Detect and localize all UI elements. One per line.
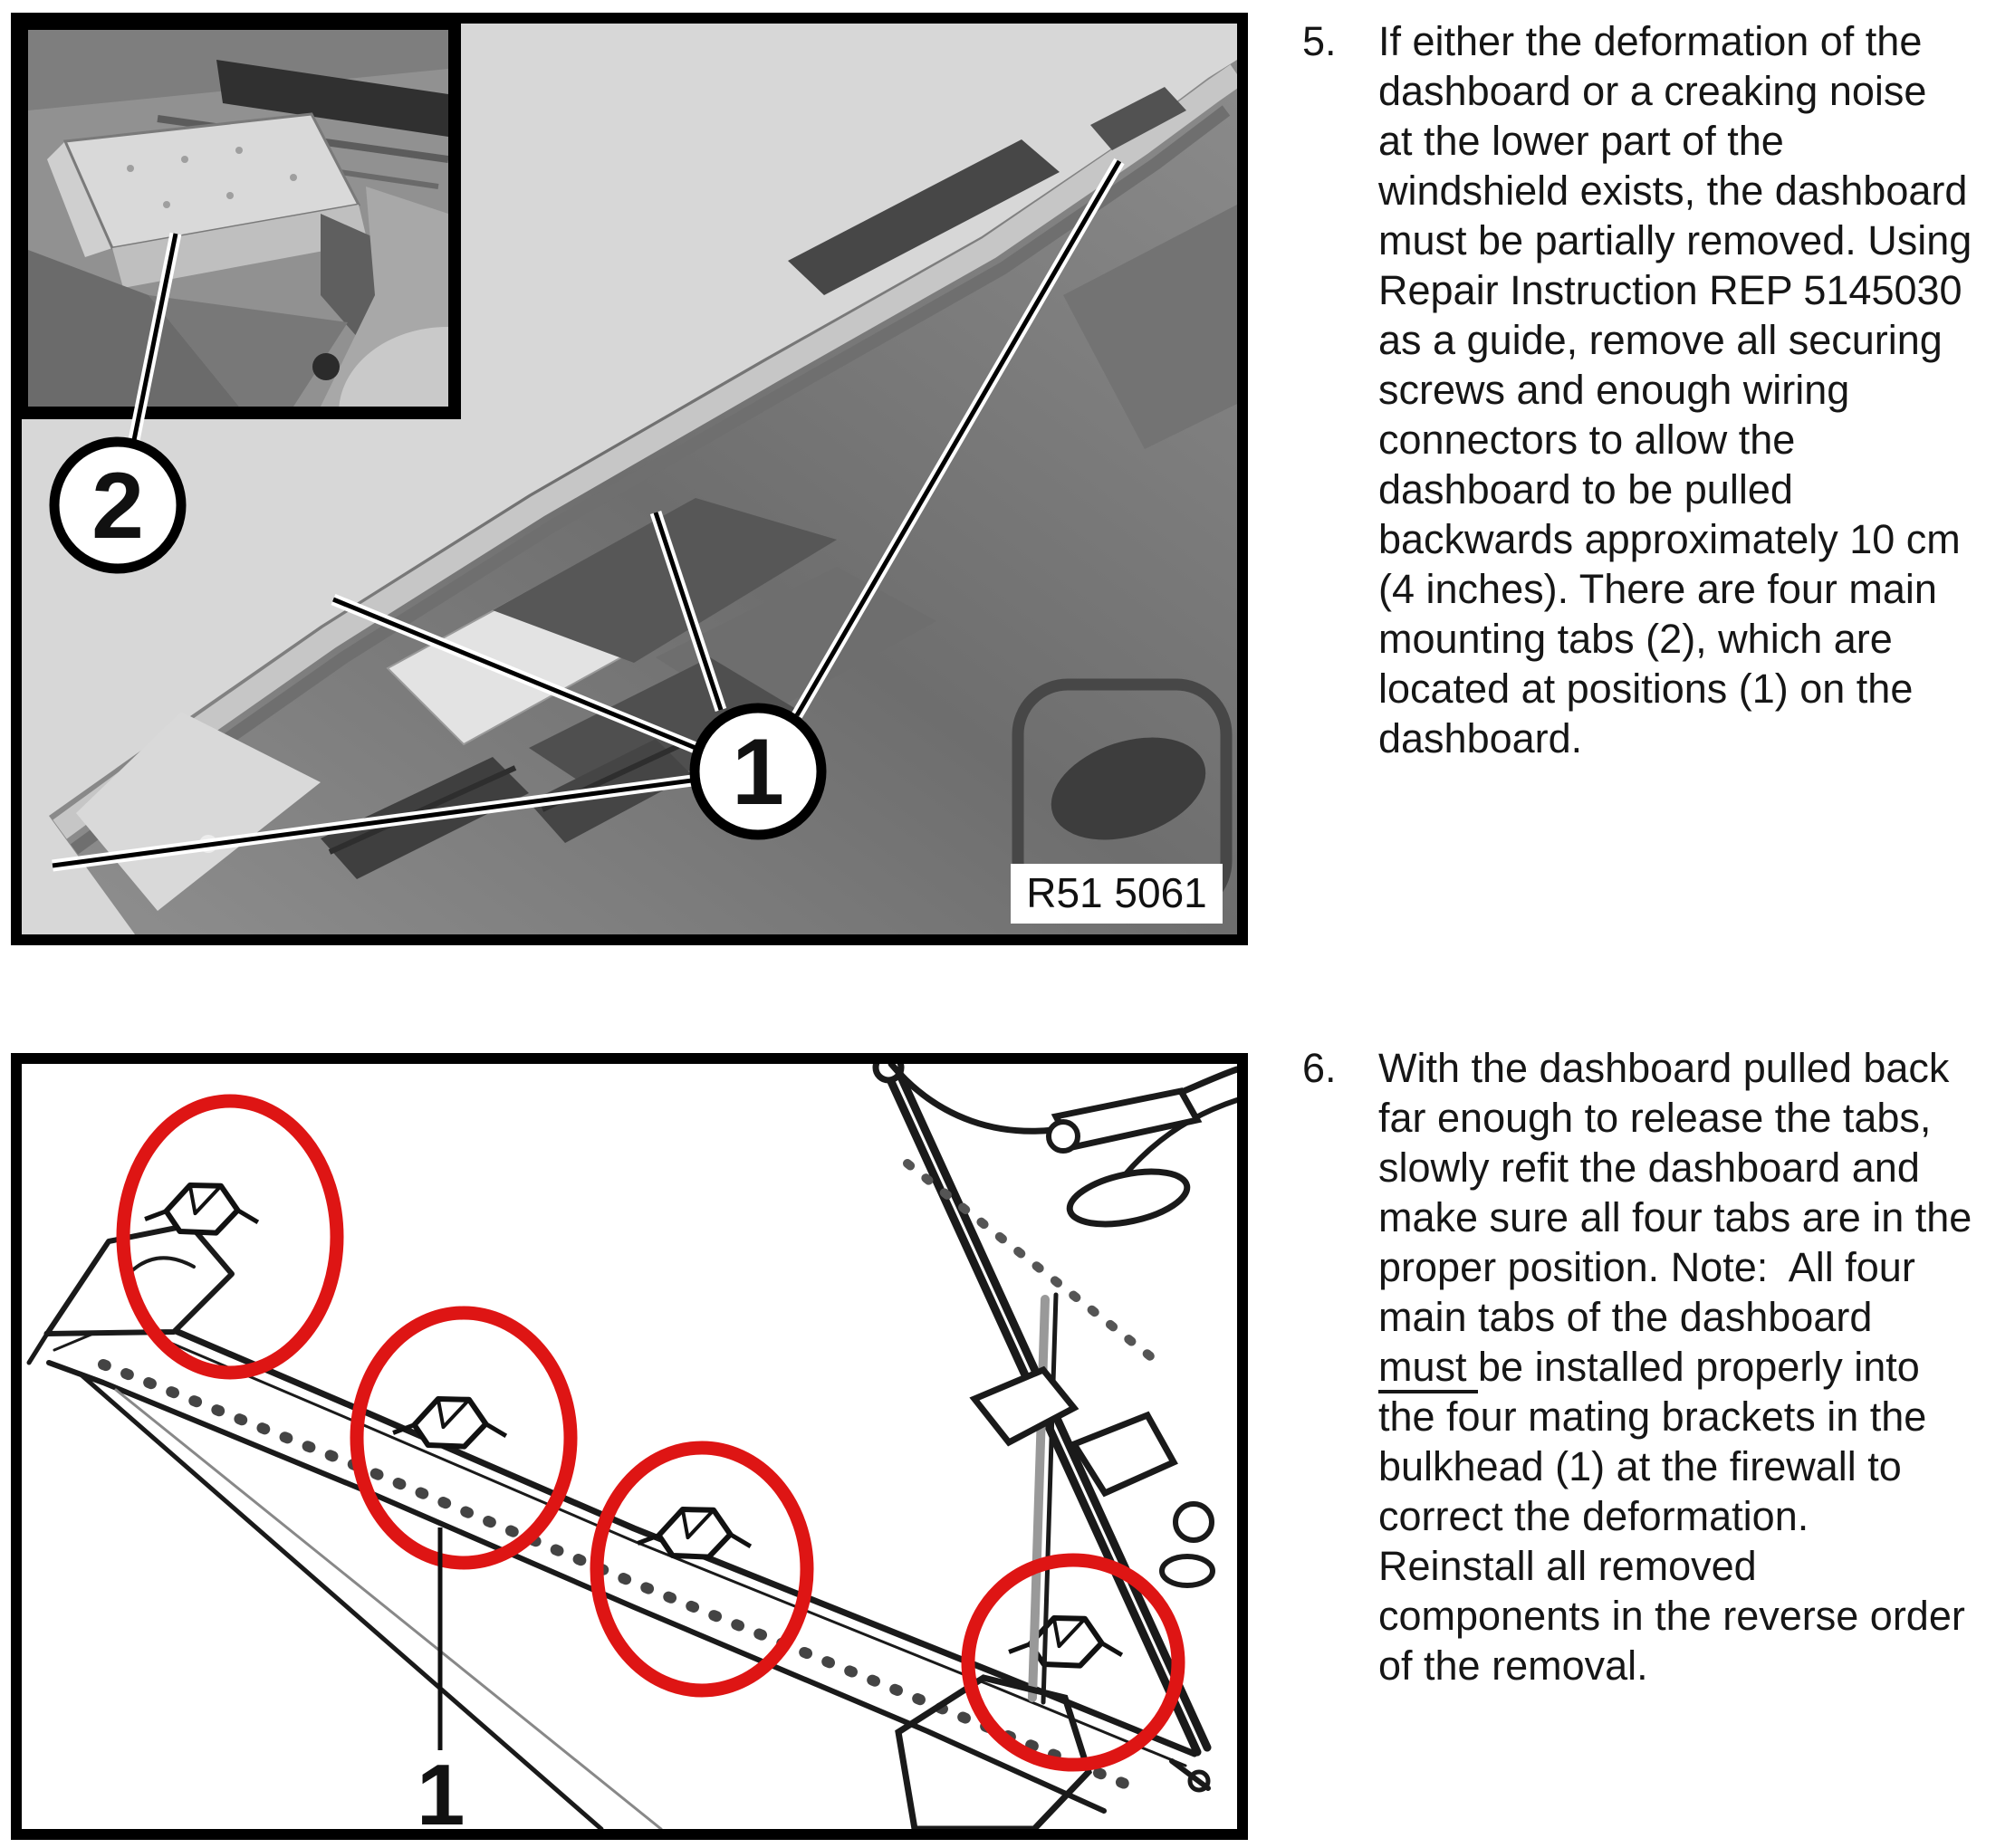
step-text-line: located at positions (1) on the [1378,665,1914,712]
step-text-line: dashboard or a creaking noise [1378,68,1927,114]
bulkhead-beam [29,1225,1195,1829]
step-text-line: must be installed properly into [1378,1342,2009,1392]
step-5-text [1378,16,2009,763]
photo-ref-text: R51 5061 [1026,869,1207,916]
step-text-line: connectors to allow the [1378,417,1796,463]
bulkhead-callout [417,1527,465,1829]
step-text-line: proper position. Note: All four [1378,1244,1915,1290]
step-text-line: far enough to release the tabs, [1378,1095,1932,1141]
step-text-line: With the dashboard pulled back [1378,1045,1950,1091]
step-text-line: Repair Instruction REP 5145030 [1378,267,1962,313]
step-text-line: bulkhead (1) at the firewall to [1378,1443,1902,1489]
step-text-line: main tabs of the dashboard [1378,1294,1873,1340]
screw-hole-dot [312,353,340,380]
step-text-line: the four mating brackets in the [1378,1393,1927,1440]
step-6-text [1378,1043,2009,1690]
step-text-line: of the removal. [1378,1642,1648,1689]
step-6-number: 6. [1302,1045,1337,1091]
step-text-line: dashboard. [1378,715,1583,761]
callout-1-number: 1 [732,720,784,825]
inset-tab-photo [22,24,556,499]
step-text-line: mounting tabs (2), which are [1378,616,1893,662]
step-text-line: correct the deformation. [1378,1493,1809,1539]
bulkhead-illustration [22,1064,1237,1829]
dashboard-photo-illustration [22,24,1237,934]
callout-1-badge [695,708,821,835]
figure-dashboard-photo [11,13,1248,945]
step-text-line: slowly refit the dashboard and [1378,1144,1920,1191]
figure-bulkhead-drawing [11,1053,1248,1840]
photo-ref-label [1011,864,1223,924]
step-text-line: must be partially removed. Using [1378,217,1972,263]
step-text-line: Reinstall all removed [1378,1543,1757,1589]
step-text-line: components in the reverse order [1378,1593,1965,1639]
step-text-line: at the lower part of the [1378,118,1784,164]
step-text-line: screws and enough wiring [1378,367,1850,413]
step-5 [1302,16,2009,763]
step-text-line: as a guide, remove all securing [1378,317,1943,363]
step-6 [1302,1043,2009,1690]
step-5-number: 5. [1302,18,1337,64]
step-text-line: backwards approximately 10 cm [1378,516,1961,562]
step-text-line: make sure all four tabs are in the [1378,1194,1972,1240]
bulkhead-callout-number: 1 [417,1747,465,1829]
callout-2-badge [54,442,181,569]
step-text-line: (4 inches). There are four main [1378,566,1937,612]
step-text-line: If either the deformation of the [1378,18,1923,64]
mounting-tab [1008,1609,1127,1675]
step-text-line: windshield exists, the dashboard [1378,168,1968,214]
step-text-line: dashboard to be pulled [1378,466,1793,512]
callout-2-number: 2 [91,454,144,559]
